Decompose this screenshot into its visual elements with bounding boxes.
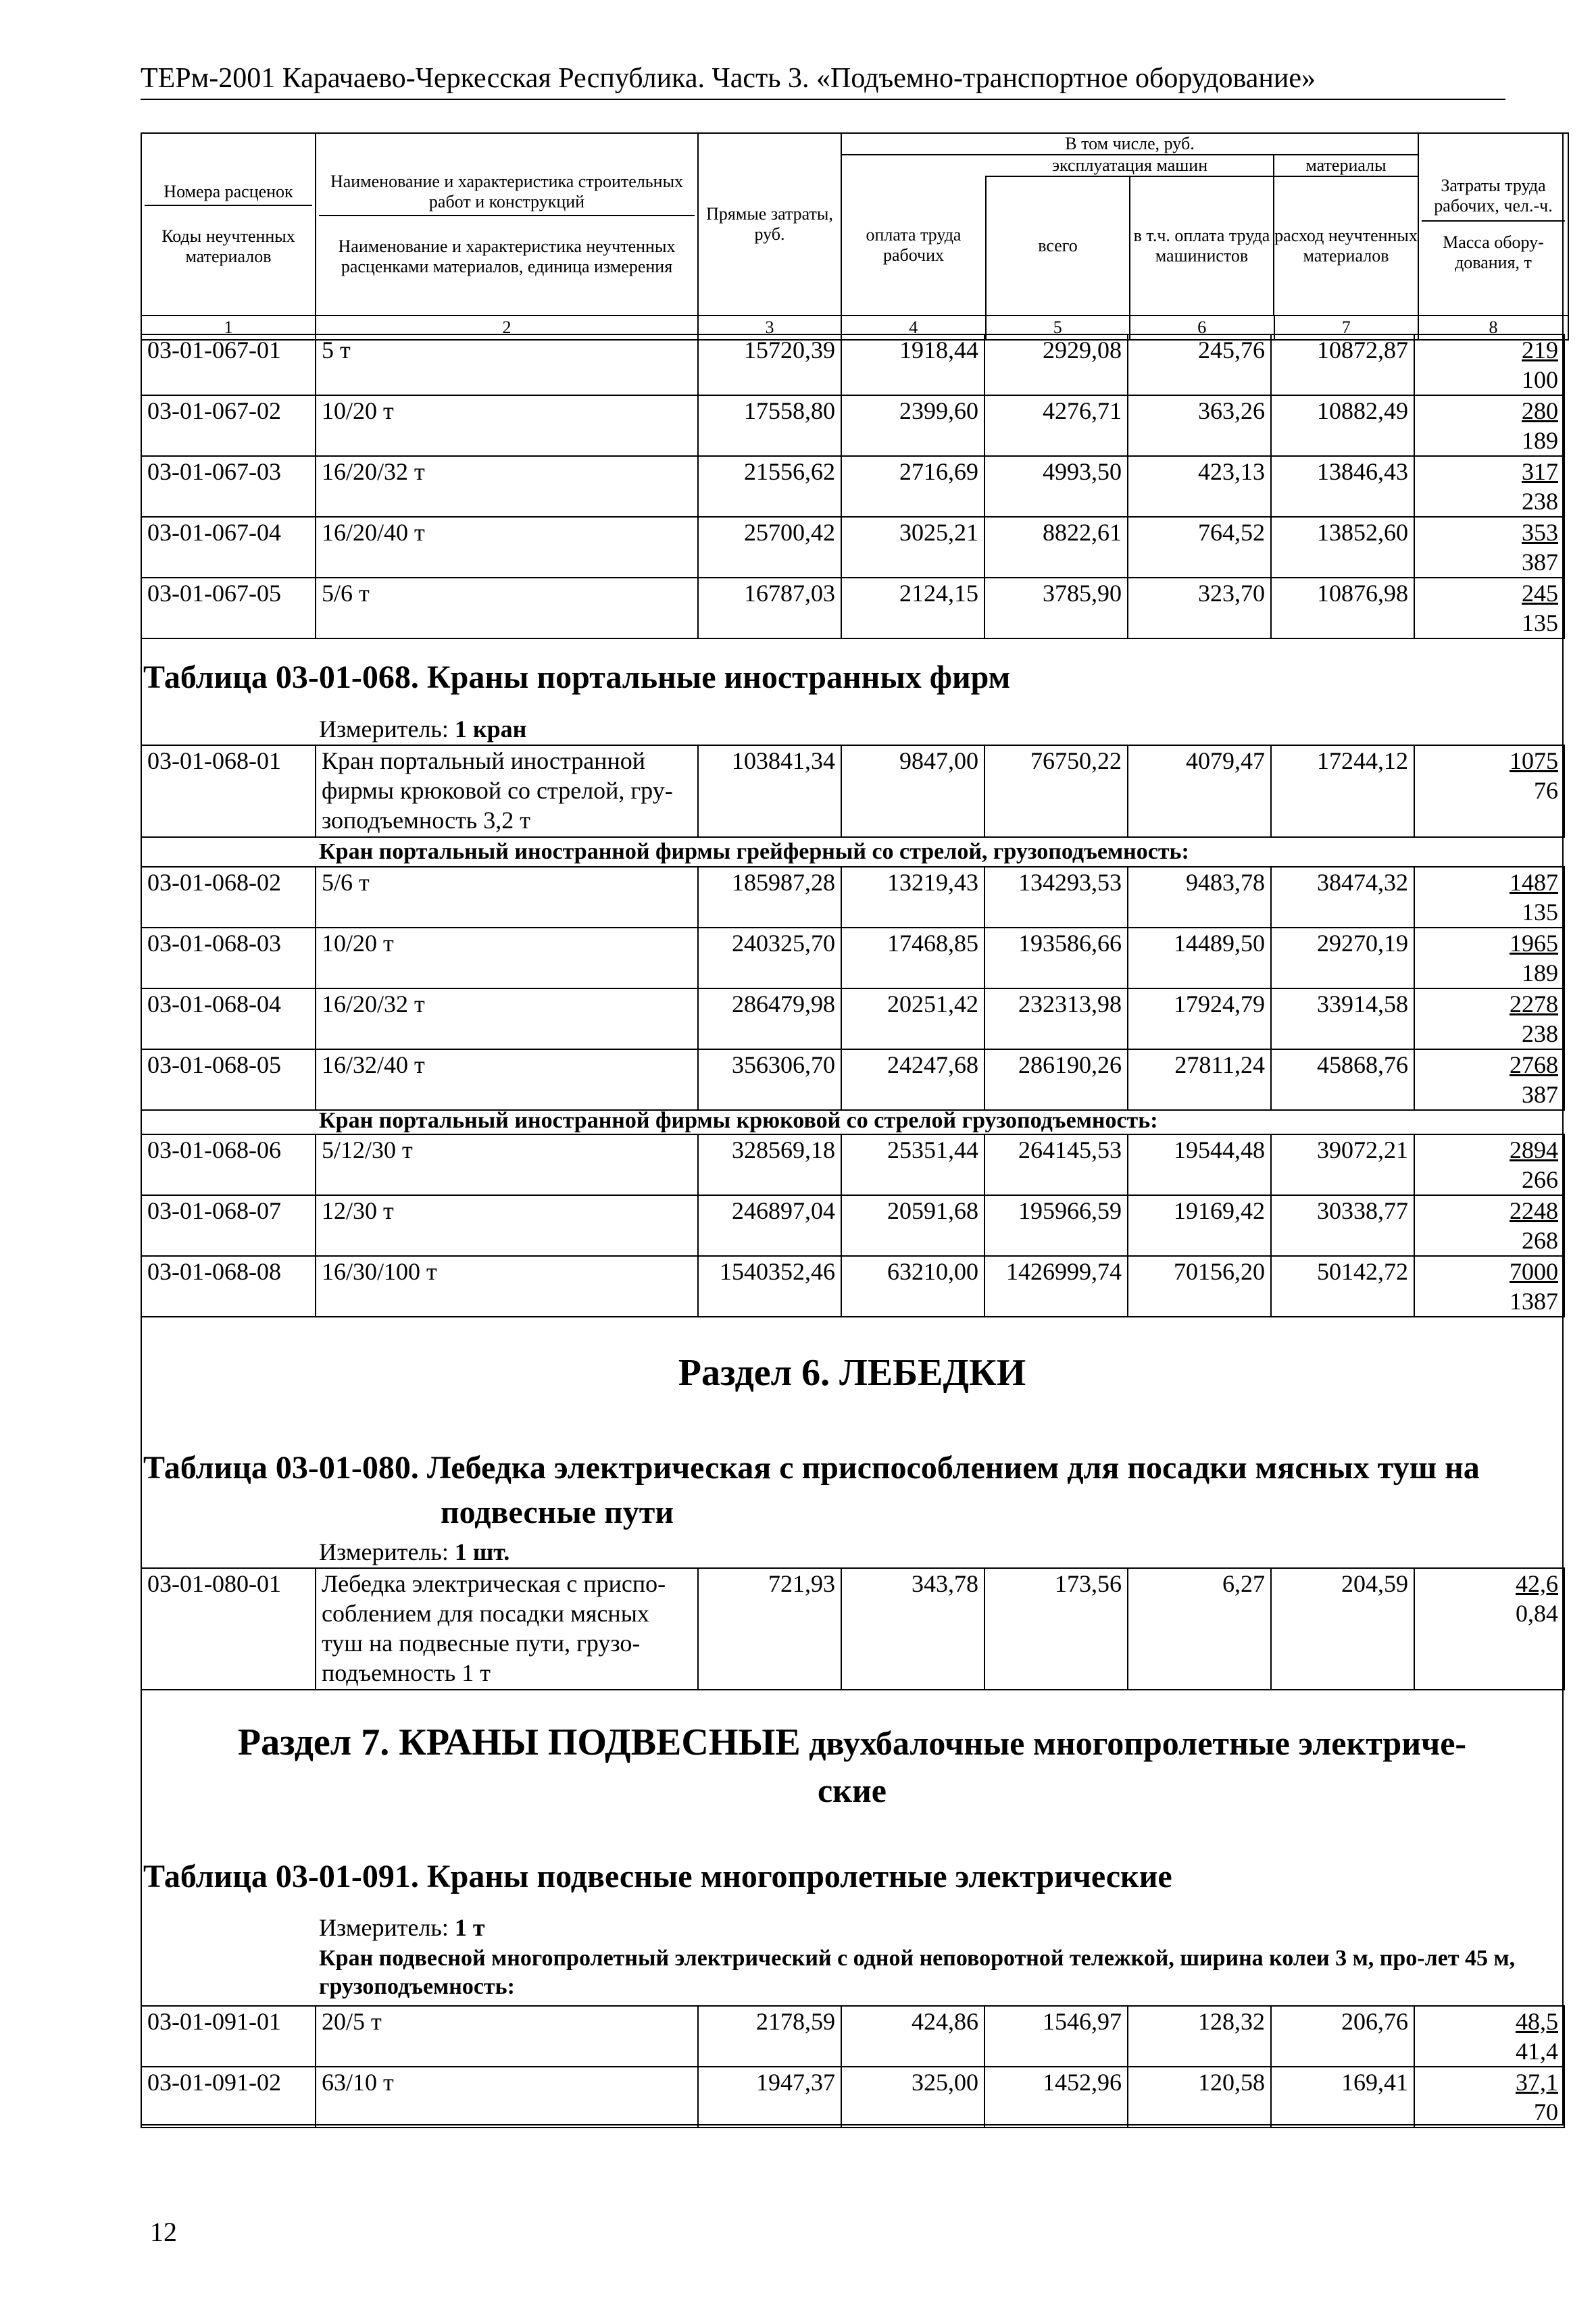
section-6-title: Раздел 6. ЛЕБЕДКИ	[678, 1352, 1026, 1394]
col-number: 6	[1130, 316, 1274, 340]
table-068-row-01	[141, 745, 1565, 838]
materials: 204,59	[1271, 1568, 1414, 1690]
labor-mass	[1414, 1134, 1564, 1195]
machinists: 4079,47	[1128, 745, 1271, 837]
materials: 17244,12	[1271, 745, 1414, 837]
wages: 17468,85	[841, 928, 984, 988]
header-including-label: В том числе, руб.	[842, 134, 1418, 155]
col-number: 7	[1274, 316, 1419, 340]
rate-code: 03-01-067-01	[141, 334, 316, 395]
machinists: 27811,24	[1128, 1049, 1271, 1110]
header-name	[316, 133, 698, 316]
rate-name: 12/30 т	[316, 1195, 698, 1256]
direct-costs: 17558,80	[698, 395, 841, 456]
labor-mass	[1414, 2067, 1564, 2128]
rate-code: 03-01-068-06	[141, 1134, 316, 1195]
rate-code: 03-01-080-01	[141, 1568, 316, 1690]
table-091-measure	[319, 1913, 485, 1942]
machines: 1426999,74	[984, 1256, 1128, 1317]
measure-label: Измеритель:	[319, 1538, 449, 1565]
table-080-measure	[319, 1538, 509, 1566]
table-row	[141, 2067, 1564, 2128]
col-number: 1	[141, 316, 316, 340]
mass: 238	[1522, 1020, 1558, 1047]
header-equipment-mass: Масса обору-дования, т	[1443, 232, 1544, 272]
measure-label: Измеритель:	[319, 715, 449, 743]
rate-code: 03-01-067-03	[141, 456, 316, 517]
materials: 39072,21	[1271, 1134, 1414, 1195]
wages: 2124,15	[841, 578, 984, 638]
mass: 189	[1522, 427, 1558, 454]
rate-name: 16/30/100 т	[316, 1256, 698, 1317]
table-row	[141, 1134, 1564, 1195]
direct-costs: 328569,18	[698, 1134, 841, 1195]
materials: 13846,43	[1271, 456, 1414, 517]
rate-code: 03-01-068-04	[141, 988, 316, 1049]
table-row	[141, 395, 1564, 456]
direct-costs: 240325,70	[698, 928, 841, 988]
machinists: 120,58	[1128, 2067, 1271, 2128]
mass: 70	[1534, 2098, 1558, 2126]
table-row	[141, 1256, 1564, 1317]
machinists: 17924,79	[1128, 988, 1271, 1049]
mass: 135	[1522, 899, 1558, 926]
direct-costs: 2178,59	[698, 2006, 841, 2067]
direct-costs: 185987,28	[698, 867, 841, 928]
table-080-title-line1: Таблица 03-01-080. Лебедка электрическая с приспособлением для посадки мясных туш на	[143, 1450, 1480, 1486]
rate-code: 03-01-067-02	[141, 395, 316, 456]
table-080-title-line2: подвесные пути	[441, 1494, 674, 1530]
labor-mass	[1414, 578, 1564, 638]
materials: 10872,87	[1271, 334, 1414, 395]
table-row	[141, 2006, 1564, 2067]
labor-mass	[1414, 517, 1564, 578]
materials: 38474,32	[1271, 867, 1414, 928]
section-7-title	[141, 1719, 1564, 1814]
wages: 13219,43	[841, 867, 984, 928]
labor-mass	[1414, 334, 1564, 395]
measure-value: 1 кран	[454, 715, 527, 743]
rate-name: 16/20/40 т	[316, 517, 698, 578]
col-number: 5	[986, 316, 1130, 340]
table-091-title: Таблица 03-01-091. Краны подвесные многопролетные электрические	[143, 1859, 1172, 1894]
direct-costs: 16787,03	[698, 578, 841, 638]
labor: 280	[1522, 397, 1558, 424]
section-7-line1	[141, 1719, 1564, 1767]
machinists: 6,27	[1128, 1568, 1271, 1690]
labor: 317	[1522, 458, 1558, 485]
labor: 2768	[1510, 1051, 1558, 1078]
materials: 50142,72	[1271, 1256, 1414, 1317]
table-080-title	[143, 1446, 1480, 1535]
rate-code: 03-01-068-08	[141, 1256, 316, 1317]
labor: 245	[1522, 580, 1558, 607]
wages: 20591,68	[841, 1195, 984, 1256]
materials: 10882,49	[1271, 395, 1414, 456]
measure-value: 1 шт.	[454, 1538, 510, 1565]
table-080-row	[141, 1567, 1565, 1690]
labor: 1965	[1510, 930, 1558, 957]
table-068-grab-body	[141, 867, 1564, 1110]
wages: 424,86	[841, 2006, 984, 2067]
wages: 2716,69	[841, 456, 984, 517]
wages: 9847,00	[841, 745, 984, 837]
header-rate-numbers	[141, 133, 316, 316]
header-direct-costs: Прямые затраты, руб.	[698, 133, 841, 316]
machinists: 764,52	[1128, 517, 1271, 578]
mass: 387	[1522, 1081, 1558, 1108]
table-row	[141, 517, 1564, 578]
measure-label: Измеритель:	[319, 1914, 449, 1941]
labor: 42,6	[1516, 1570, 1558, 1597]
machines: 134293,53	[984, 867, 1128, 928]
table-row	[141, 988, 1564, 1049]
wages: 24247,68	[841, 1049, 984, 1110]
table-068-hook-body	[141, 1134, 1564, 1317]
direct-costs: 246897,04	[698, 1195, 841, 1256]
materials: 169,41	[1271, 2067, 1414, 2128]
labor-mass	[1414, 2006, 1564, 2067]
materials: 10876,98	[1271, 578, 1414, 638]
labor-mass	[1414, 1049, 1564, 1110]
rate-code: 03-01-091-02	[141, 2067, 316, 2128]
wages: 2399,60	[841, 395, 984, 456]
machines: 173,56	[984, 1568, 1128, 1690]
rate-name: 16/20/32 т	[316, 988, 698, 1049]
header-materials: материалы	[1274, 155, 1418, 177]
materials: 33914,58	[1271, 988, 1414, 1049]
table-row	[141, 1568, 1564, 1690]
machines: 4276,71	[984, 395, 1128, 456]
labor: 353	[1522, 519, 1558, 546]
header-name-bottom: Наименование и характеристика неучтенных расценками материалов, единица измерения	[338, 236, 676, 276]
section-7-line2: ские	[817, 1771, 887, 1809]
labor: 48,5	[1516, 2008, 1558, 2035]
mass: 76	[1534, 777, 1558, 804]
table-091-body	[141, 2006, 1564, 2128]
wages: 325,00	[841, 2067, 984, 2128]
mass: 189	[1522, 959, 1558, 986]
section-7-rest: двухбалочные многопролетные электриче-	[800, 1724, 1467, 1762]
direct-costs: 15720,39	[698, 334, 841, 395]
col-number: 8	[1418, 316, 1568, 340]
direct-costs: 103841,34	[698, 745, 841, 837]
table-068-grab	[141, 866, 1565, 1111]
machines: 76750,22	[984, 745, 1128, 837]
direct-costs: 286479,98	[698, 988, 841, 1049]
rate-name: 63/10 т	[316, 2067, 698, 2128]
direct-costs: 356306,70	[698, 1049, 841, 1110]
page-number: 12	[150, 2217, 177, 2247]
header-codes-label: Коды неучтенных материалов	[161, 226, 295, 266]
machinists: 9483,78	[1128, 867, 1271, 928]
labor: 2894	[1510, 1136, 1558, 1163]
rate-code: 03-01-091-01	[141, 2006, 316, 2067]
mass: 41,4	[1516, 2038, 1558, 2065]
subhead-grab: Кран портальный иностранной фирмы грейферный со стрелой, грузоподъемность:	[319, 839, 1189, 864]
rate-name: 5/12/30 т	[316, 1134, 698, 1195]
wages: 1918,44	[841, 334, 984, 395]
labor: 7000	[1510, 1258, 1558, 1285]
header-wages: оплата труда рабочих	[842, 176, 987, 315]
mass: 387	[1522, 549, 1558, 576]
machines: 232313,98	[984, 988, 1128, 1049]
col-number: 2	[316, 316, 698, 340]
direct-costs: 1540352,46	[698, 1256, 841, 1317]
rate-code: 03-01-068-02	[141, 867, 316, 928]
machinists: 19544,48	[1128, 1134, 1271, 1195]
table-row	[141, 928, 1564, 988]
table-067	[141, 334, 1565, 639]
column-header-table	[141, 132, 1569, 341]
materials: 29270,19	[1271, 928, 1414, 988]
rate-name: 16/20/32 т	[316, 456, 698, 517]
header-materials-use: расход неучтенных материалов	[1274, 226, 1418, 266]
header-incl-wages-machinists: в т.ч. оплата труда машинистов	[1133, 226, 1270, 266]
table-row	[141, 867, 1564, 928]
subhead-091: Кран подвесной многопролетный электрический с одной неповоротной тележкой, ширина колеи 3 м, про-лет 45 м, грузоподъемность:	[319, 1946, 1516, 1999]
wages: 25351,44	[841, 1134, 984, 1195]
machinists: 128,32	[1128, 2006, 1271, 2067]
wages: 3025,21	[841, 517, 984, 578]
direct-costs: 21556,62	[698, 456, 841, 517]
mass: 266	[1522, 1166, 1558, 1193]
header-including	[841, 133, 1418, 316]
rate-name: 5/6 т	[316, 867, 698, 928]
materials: 206,76	[1271, 2006, 1414, 2067]
wages: 63210,00	[841, 1256, 984, 1317]
materials: 45868,76	[1271, 1049, 1414, 1110]
labor-mass	[1414, 928, 1564, 988]
machines: 8822,61	[984, 517, 1128, 578]
rate-name: 20/5 т	[316, 2006, 698, 2067]
machines: 195966,59	[984, 1195, 1128, 1256]
table-068-title: Таблица 03-01-068. Краны портальные иностранных фирм	[143, 659, 1011, 695]
labor-mass	[1414, 456, 1564, 517]
machinists: 323,70	[1128, 578, 1271, 638]
rate-name: Кран портальный иностранной фирмы крюковой со стрелой, гру-зоподъемность 3,2 т	[316, 745, 698, 837]
header-machine-operation: эксплуатация машин	[987, 155, 1273, 177]
machines: 1546,97	[984, 2006, 1128, 2067]
direct-costs: 721,93	[698, 1568, 841, 1690]
mass: 0,84	[1516, 1600, 1558, 1627]
table-row	[141, 334, 1564, 395]
table-091	[141, 2005, 1565, 2128]
table-067-body	[141, 334, 1564, 638]
machines: 1452,96	[984, 2067, 1128, 2128]
subhead-hook: Кран портальный иностранной фирмы крюковой со стрелой грузоподъемность:	[319, 1108, 1158, 1133]
header-labor-mass	[1418, 133, 1568, 316]
labor: 37,1	[1516, 2069, 1558, 2096]
rate-name: 16/32/40 т	[316, 1049, 698, 1110]
rate-name: 5 т	[316, 334, 698, 395]
rate-name: Лебедка электрическая с приспо-соблением для посадки мясных туш на подвесные пути, грузо-подъемность 1 т	[316, 1568, 698, 1690]
rate-code: 03-01-068-05	[141, 1049, 316, 1110]
table-row	[141, 1049, 1564, 1110]
machines: 4993,50	[984, 456, 1128, 517]
table-row	[141, 578, 1564, 638]
machinists: 70156,20	[1128, 1256, 1271, 1317]
col-number: 4	[841, 316, 986, 340]
labor-mass	[1414, 1568, 1564, 1690]
machinists: 363,26	[1128, 395, 1271, 456]
machines: 286190,26	[984, 1049, 1128, 1110]
machinists: 19169,42	[1128, 1195, 1271, 1256]
rate-code: 03-01-067-04	[141, 517, 316, 578]
header-rate-numbers-label: Номера расценок	[145, 182, 312, 206]
table-068-measure	[319, 715, 526, 743]
mass: 100	[1522, 366, 1558, 393]
labor: 219	[1522, 336, 1558, 363]
wages: 343,78	[841, 1568, 984, 1690]
machines: 264145,53	[984, 1134, 1128, 1195]
mass: 135	[1522, 609, 1558, 636]
labor-mass	[1414, 395, 1564, 456]
mass: 238	[1522, 488, 1558, 515]
labor-mass	[1414, 1256, 1564, 1317]
rate-code: 03-01-068-01	[141, 745, 316, 837]
wages: 20251,42	[841, 988, 984, 1049]
col-number: 3	[698, 316, 841, 340]
table-row	[141, 1195, 1564, 1256]
rate-name: 10/20 т	[316, 395, 698, 456]
materials: 13852,60	[1271, 517, 1414, 578]
machines: 2929,08	[984, 334, 1128, 395]
mass: 268	[1522, 1227, 1558, 1254]
measure-value: 1 т	[454, 1914, 485, 1941]
header-name-top: Наименование и характеристика строительных работ и конструкций	[319, 172, 695, 216]
section-7-bold: Раздел 7. КРАНЫ ПОДВЕСНЫЕ	[237, 1721, 801, 1763]
rate-name: 5/6 т	[316, 578, 698, 638]
labor-mass	[1414, 867, 1564, 928]
table-068-hook	[141, 1134, 1565, 1317]
rate-name: 10/20 т	[316, 928, 698, 988]
table-row	[141, 745, 1564, 837]
machinists: 423,13	[1128, 456, 1271, 517]
direct-costs: 25700,42	[698, 517, 841, 578]
table-row	[141, 456, 1564, 517]
labor-mass	[1414, 1195, 1564, 1256]
header-total: всего	[987, 177, 1130, 315]
labor-mass	[1414, 988, 1564, 1049]
labor: 1075	[1510, 747, 1558, 774]
labor-mass	[1414, 745, 1564, 837]
machines: 193586,66	[984, 928, 1128, 988]
rate-code: 03-01-068-03	[141, 928, 316, 988]
labor: 1487	[1510, 869, 1558, 896]
direct-costs: 1947,37	[698, 2067, 841, 2128]
machinists: 245,76	[1128, 334, 1271, 395]
mass: 1387	[1510, 1288, 1558, 1315]
machinists: 14489,50	[1128, 928, 1271, 988]
labor: 2278	[1510, 990, 1558, 1017]
labor: 2248	[1510, 1197, 1558, 1224]
materials: 30338,77	[1271, 1195, 1414, 1256]
rate-code: 03-01-067-05	[141, 578, 316, 638]
machines: 3785,90	[984, 578, 1128, 638]
header-labor-costs: Затраты труда рабочих, чел.-ч.	[1422, 176, 1565, 222]
page-header: ТЕРм-2001 Карачаево-Черкесская Республика. Часть 3. «Подъемно-транспортное оборудование»	[141, 62, 1505, 100]
rate-code: 03-01-068-07	[141, 1195, 316, 1256]
